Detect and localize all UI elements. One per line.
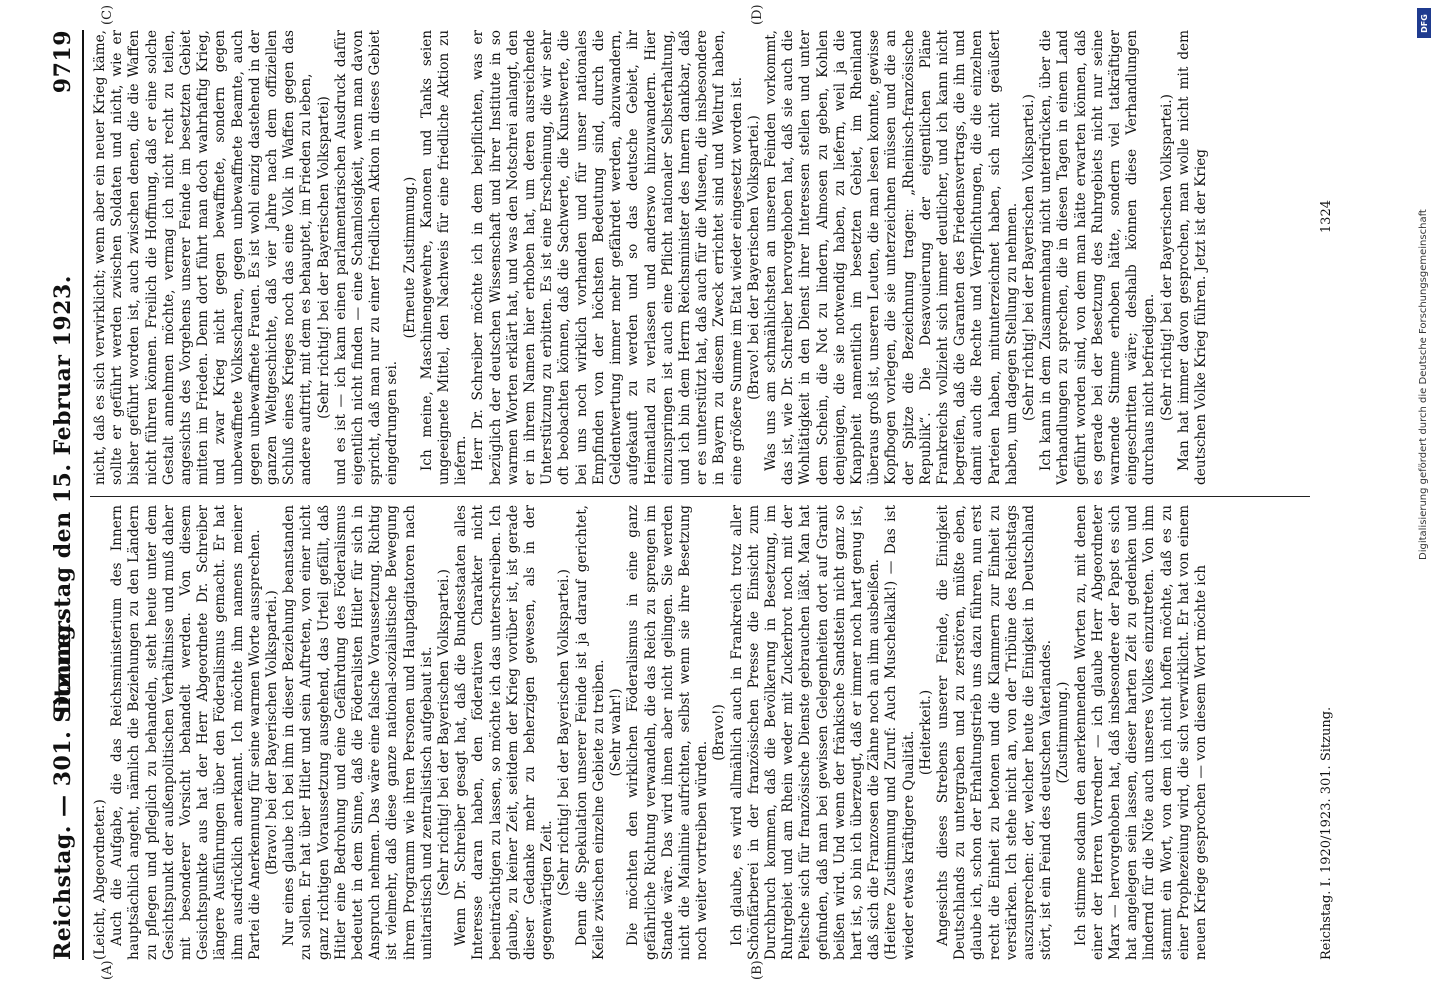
paragraph: nicht, daß es sich verwirklicht; wenn aber ein neuer Krieg käme, sollte er geführt werden zwischen Soldaten und nicht, wie er bisher geführt worden ist, auch zwischen denen, die die Waffen nicht führen können. Freilich die Hoffnung, daß er eine solche Gestalt annehmen möchte, vermag ich nicht recht zu teilen, angesichts des Vorgehens unserer Feinde im besetzten Gebiet mitten im Frieden. Denn dort führt man doch wahrhaftig Krieg, und zwar Krieg nicht gegen bewaffnete, sondern gegen unbewaffnete Volksscharen, gegen unbewaffnete Beamte, auch gegen unbewaffnete Frauen. Es ist wohl einzig dastehend in der ganzen Weltgeschichte, daß vier Jahre nach dem offiziellen Schluß eines Krieges noch das eine Volk in Waffen gegen das andere auftritt, mit dem es behauptet, im Frieden zu leben,	[92, 30, 315, 485]
paragraph: Die möchten den wirklichen Föderalismus in eine ganz gefährliche Richtung verwandeln, die das Reich zu sprengen im Stande wäre. Das wird ihnen aber nicht gelingen. Sie werden nicht die Mainlinie aufrichten, selbst wenn sie ihre Besetzung noch weiter vortreiben würden.	[625, 505, 711, 960]
paragraph: Ich meine, Maschinengewehre, Kanonen und Tanks seien ungeeignete Mittel, den Nachweis für eine friedliche Aktion zu liefern.	[418, 30, 470, 485]
paragraph: und es ist — ich kann einen parlamentarischen Ausdruck dafür eigentlich nicht finden — eine Schamlosigkeit, wenn man davon spricht, daß man nur zu einer friedlichen Aktion in dieses Gebiet eingedrungen sei.	[332, 30, 401, 485]
paragraph: Wenn Dr. Schreiber gesagt hat, daß die Bundesstaaten alles Interesse daran haben, den föderativen Charakter nicht beeinträchtigen zu lassen, so möchte ich das unterschreiben. Ich glaube, zu keiner Zeit, seitdem der Krieg vorüber ist, ist gerade dieser Gedanke mehr zu beherzigen gewesen, als in der gegenwärtigen Zeit.	[453, 505, 556, 960]
paragraph: (Zustimmung.)	[1055, 681, 1072, 784]
paragraph: Ich kann in dem Zusammenhang nicht unterdrücken, über die Verhandlungen zu sprechen, die in diesen Tagen in einem Land geführt worden sind, von dem man hätte erwarten können, daß es gerade bei der Besetzung des Ruhrgebiets nicht nur seine warnende Stimme erhoben hätte, sondern viel tatkräftiger eingeschritten wäre; deshalb können diese Verhandlungen durchaus nicht befriedigen.	[1038, 30, 1158, 485]
paragraph: (Heitere Zustimmung und Zuruf: Auch Muschelkalk!) — Das ist wieder etwas kräftigere Qualität.	[883, 505, 917, 960]
paragraph: Ich stimme sodann den anerkennenden Worten zu, mit denen einer der Herren Vorredner — ich glaube Herr Abgeordneter Marx — hervorgehoben hat, daß insbesondere der Papst es sich hat angelegen sein lassen, dieser harten Zeit zu gedenken und lindernd für die Nöte auch unseres Volkes einzutreten. Von ihm stammt ein Wort, von dem ich nicht hoffen möchte, daß es zu einer Prophezeiung wird, die sich verwirklicht. Er hat von einem neuen Kriege gesprochen — von diesem Wort möchte ich	[1072, 505, 1209, 960]
dfg-attribution: Digitalisierung gefördert durch die Deutsche Forschungsgemeinschaft	[1418, 209, 1429, 560]
paragraph: (Sehr wahr!)	[608, 688, 625, 777]
dfg-logo: DFG	[1417, 8, 1431, 38]
margin-marker-a: (A)	[100, 960, 115, 980]
paragraph: (Leicht, Abgeordneter.)	[92, 799, 108, 960]
paragraph: (Sehr richtig! bei der Bayerischen Volkspartei.)	[1158, 94, 1175, 421]
paragraph: (Bravo! bei der Bayerischen Volkspartei.)	[745, 115, 762, 400]
header-date: Donnerstag den 15. Februar 1923.	[50, 275, 76, 715]
paragraph: (Bravo!)	[711, 704, 728, 761]
scanned-page	[30, 0, 1370, 1000]
right-text-column	[92, 30, 1310, 485]
paragraph: Denn die Spekulation unserer Feinde ist ja darauf gerichtet, Keile zwischen einzelne Gebiete zu treiben.	[573, 505, 607, 960]
paragraph: (Erneute Zustimmung.)	[401, 176, 418, 339]
paragraph: Angesichts dieses Strebens unserer Feinde, die Einigkeit Deutschlands zu untergraben und zu zerstören, müßte eben, glaube ich, schon der Erhaltungstrieb uns dazu führen, nun erst recht die Einheit zu betonen und die Klammern zur Einheit zu verstärken. Ich stehe nicht an, von der Tribüne des Reichstags auszusprechen: der, welcher heute die Einigkeit in Deutschland stört, ist ein Feind des deutschen Vaterlandes.	[934, 505, 1055, 960]
column-divider	[90, 496, 1310, 497]
paragraph: (Heiterkeit.)	[917, 689, 934, 776]
paragraph: Herr Dr. Schreiber möchte ich in dem beipflichten, was er bezüglich der deutschen Wissenschaft und ihrer Institute in so warmen Worten erklärt hat, und was den Notschrei anlangt, den er in ihrem Namen hier erhoben hat, um deren ausreichende Unterstützung zu erbitten. Es ist eine Erscheinung, die wir sehr oft beobachten können, daß die Sachwerte, die Kunstwerte, die bei uns noch wirklich vorhanden und für unser nationales Empfinden von der höchsten Bedeutung sind, durch die Geldentwertung immer mehr gefährdet werden, abzuwandern, aufgekauft zu werden und so das deutsche Gebiet, ihr Heimatland zu verlassen und anderswo hinzuwandern. Hier einzuspringen ist auch eine Pflicht nationaler Selbsterhaltung, und ich bin dem Herrn Reichsminister des Innern dankbar, daß er es unterstützt hat, daß auch für die Museen, die insbesondere in Bayern zu diesem Zweck errichtet sind und Weltruf haben, eine größere Summe im Etat wieder eingesetzt worden ist.	[470, 30, 745, 485]
margin-marker-d: (D)	[750, 4, 765, 25]
header-page-number: 9719	[50, 30, 76, 94]
paragraph: (Sehr richtig! bei der Bayerischen Volkspartei.)	[436, 569, 453, 896]
paragraph: Nur eines glaube ich bei ihm in dieser Beziehung beanstanden zu sollen. Er hat über Hitler und sein Auftreten, von einer nicht ganz richtigen Voraussetzung ausgehend, das Urteil gefällt, daß Hitler eine Bedrohung und eine Gefährdung des Föderalismus bedeutet in dem Sinne, daß die Föderalisten Hitler für sich in Anspruch nehmen. Das wäre eine falsche Voraussetzung. Richtig ist vielmehr, daß diese ganze national-sozialistische Bewegung ihrem Programm wie ihren Personen und Hauptagitatoren nach unitaristisch und zentralistisch aufgebaut ist.	[281, 505, 435, 960]
footer-sheet-number: 1324	[1319, 200, 1334, 234]
paragraph: (Bravo! bei der Bayerischen Volkspartei.)	[264, 590, 281, 875]
page-header	[48, 30, 84, 960]
footer-volume: Reichstag. I. 1920/1923. 301. Sitzung.	[1319, 706, 1334, 960]
paragraph: Auch die Aufgabe, die das Reichsministerium des Innern hauptsächlich angeht, nämlich die Beziehungen zu den Ländern zu pflegen und pfleglich zu behandeln, steht heute unter dem Gesichtspunkt der außenpolitischen Verhältnisse und muß daher mit besonderer Vorsicht behandelt werden. Von diesem Gesichtspunkte aus hat der Herr Abgeordnete Dr. Schreiber längere Ausführungen über den Föderalismus gemacht. Er hat ihm ausdrücklich anerkannt. Ich möchte ihm namens meiner Partei die Anerkennung für seine warmen Worte aussprechen.	[109, 505, 263, 960]
margin-marker-c: (C)	[100, 4, 115, 25]
header-session: Reichstag. — 301. Sitzung.	[50, 616, 76, 960]
margin-marker-b: (B)	[750, 960, 765, 980]
paragraph: Man hat immer davon gesprochen, man wolle nicht mit dem deutschen Volke Krieg führen. Jetzt ist der Krieg	[1175, 30, 1209, 485]
paragraph: Ich glaube, es wird allmählich auch in Frankreich trotz aller Schönfärberei in der französischen Presse die Einsicht zum Durchbruch kommen, daß die Bevölkerung in Besetzung, im Ruhrgebiet und am Rhein weder mit Zuckerbrot noch mit der Peitsche sich für französische Dienste gebrauchen läßt. Man hat gefunden, daß man bei gewissen Gelegenheiten dort auf Granit beißen wird. Und wenn der fränkische Sandstein nicht ganz so hart ist, so bin ich überzeugt, daß er immer noch hart genug ist, daß sich die Franzosen die Zähne noch an ihm ausbeißen.	[728, 505, 883, 960]
paragraph: (Sehr richtig! bei der Bayerischen Volkspartei)	[315, 96, 332, 419]
paragraph: Was uns am schmählichsten an unseren Feinden vorkommt, das ist, wie Dr. Schreiber hervorgehoben hat, daß sie auch die Wohltätigkeit in den Dienst ihrer Interessen stellen und unter dem Schein, die Not zu lindern, Almosen zu geben, Kohlen denjenigen, die sie notwendig haben, zu liefern, weil ja die Knappheit namentlich im besetzten Gebiet, im Rheinland überaus groß ist, unseren Leuten, die man lesen konnte, gewisse Kopfbogen vorlegen, die sie unterzeichnen müssen und die an der Spitze die Bezeichnung tragen: „Rheinisch-französische Republik“. Die Desavouierung der eigentlichen Pläne Frankreichs vollzieht sich immer deutlicher, und ich kann nicht begreifen, daß die Garanten des Friedensvertrags, die ihn und damit auch die Rechte und Verpflichtungen, die die einzelnen Parteien haben, mitunterzeichnet haben, sich nicht geäußert haben, um dagegen Stellung zu nehmen.	[762, 30, 1020, 485]
paragraph: (Sehr richtig! bei der Bayerischen Volkspartei.)	[556, 569, 573, 896]
paragraph: (Sehr richtig! bei der Bayerischen Volkspartei.)	[1020, 94, 1037, 421]
left-text-column	[92, 505, 1310, 960]
